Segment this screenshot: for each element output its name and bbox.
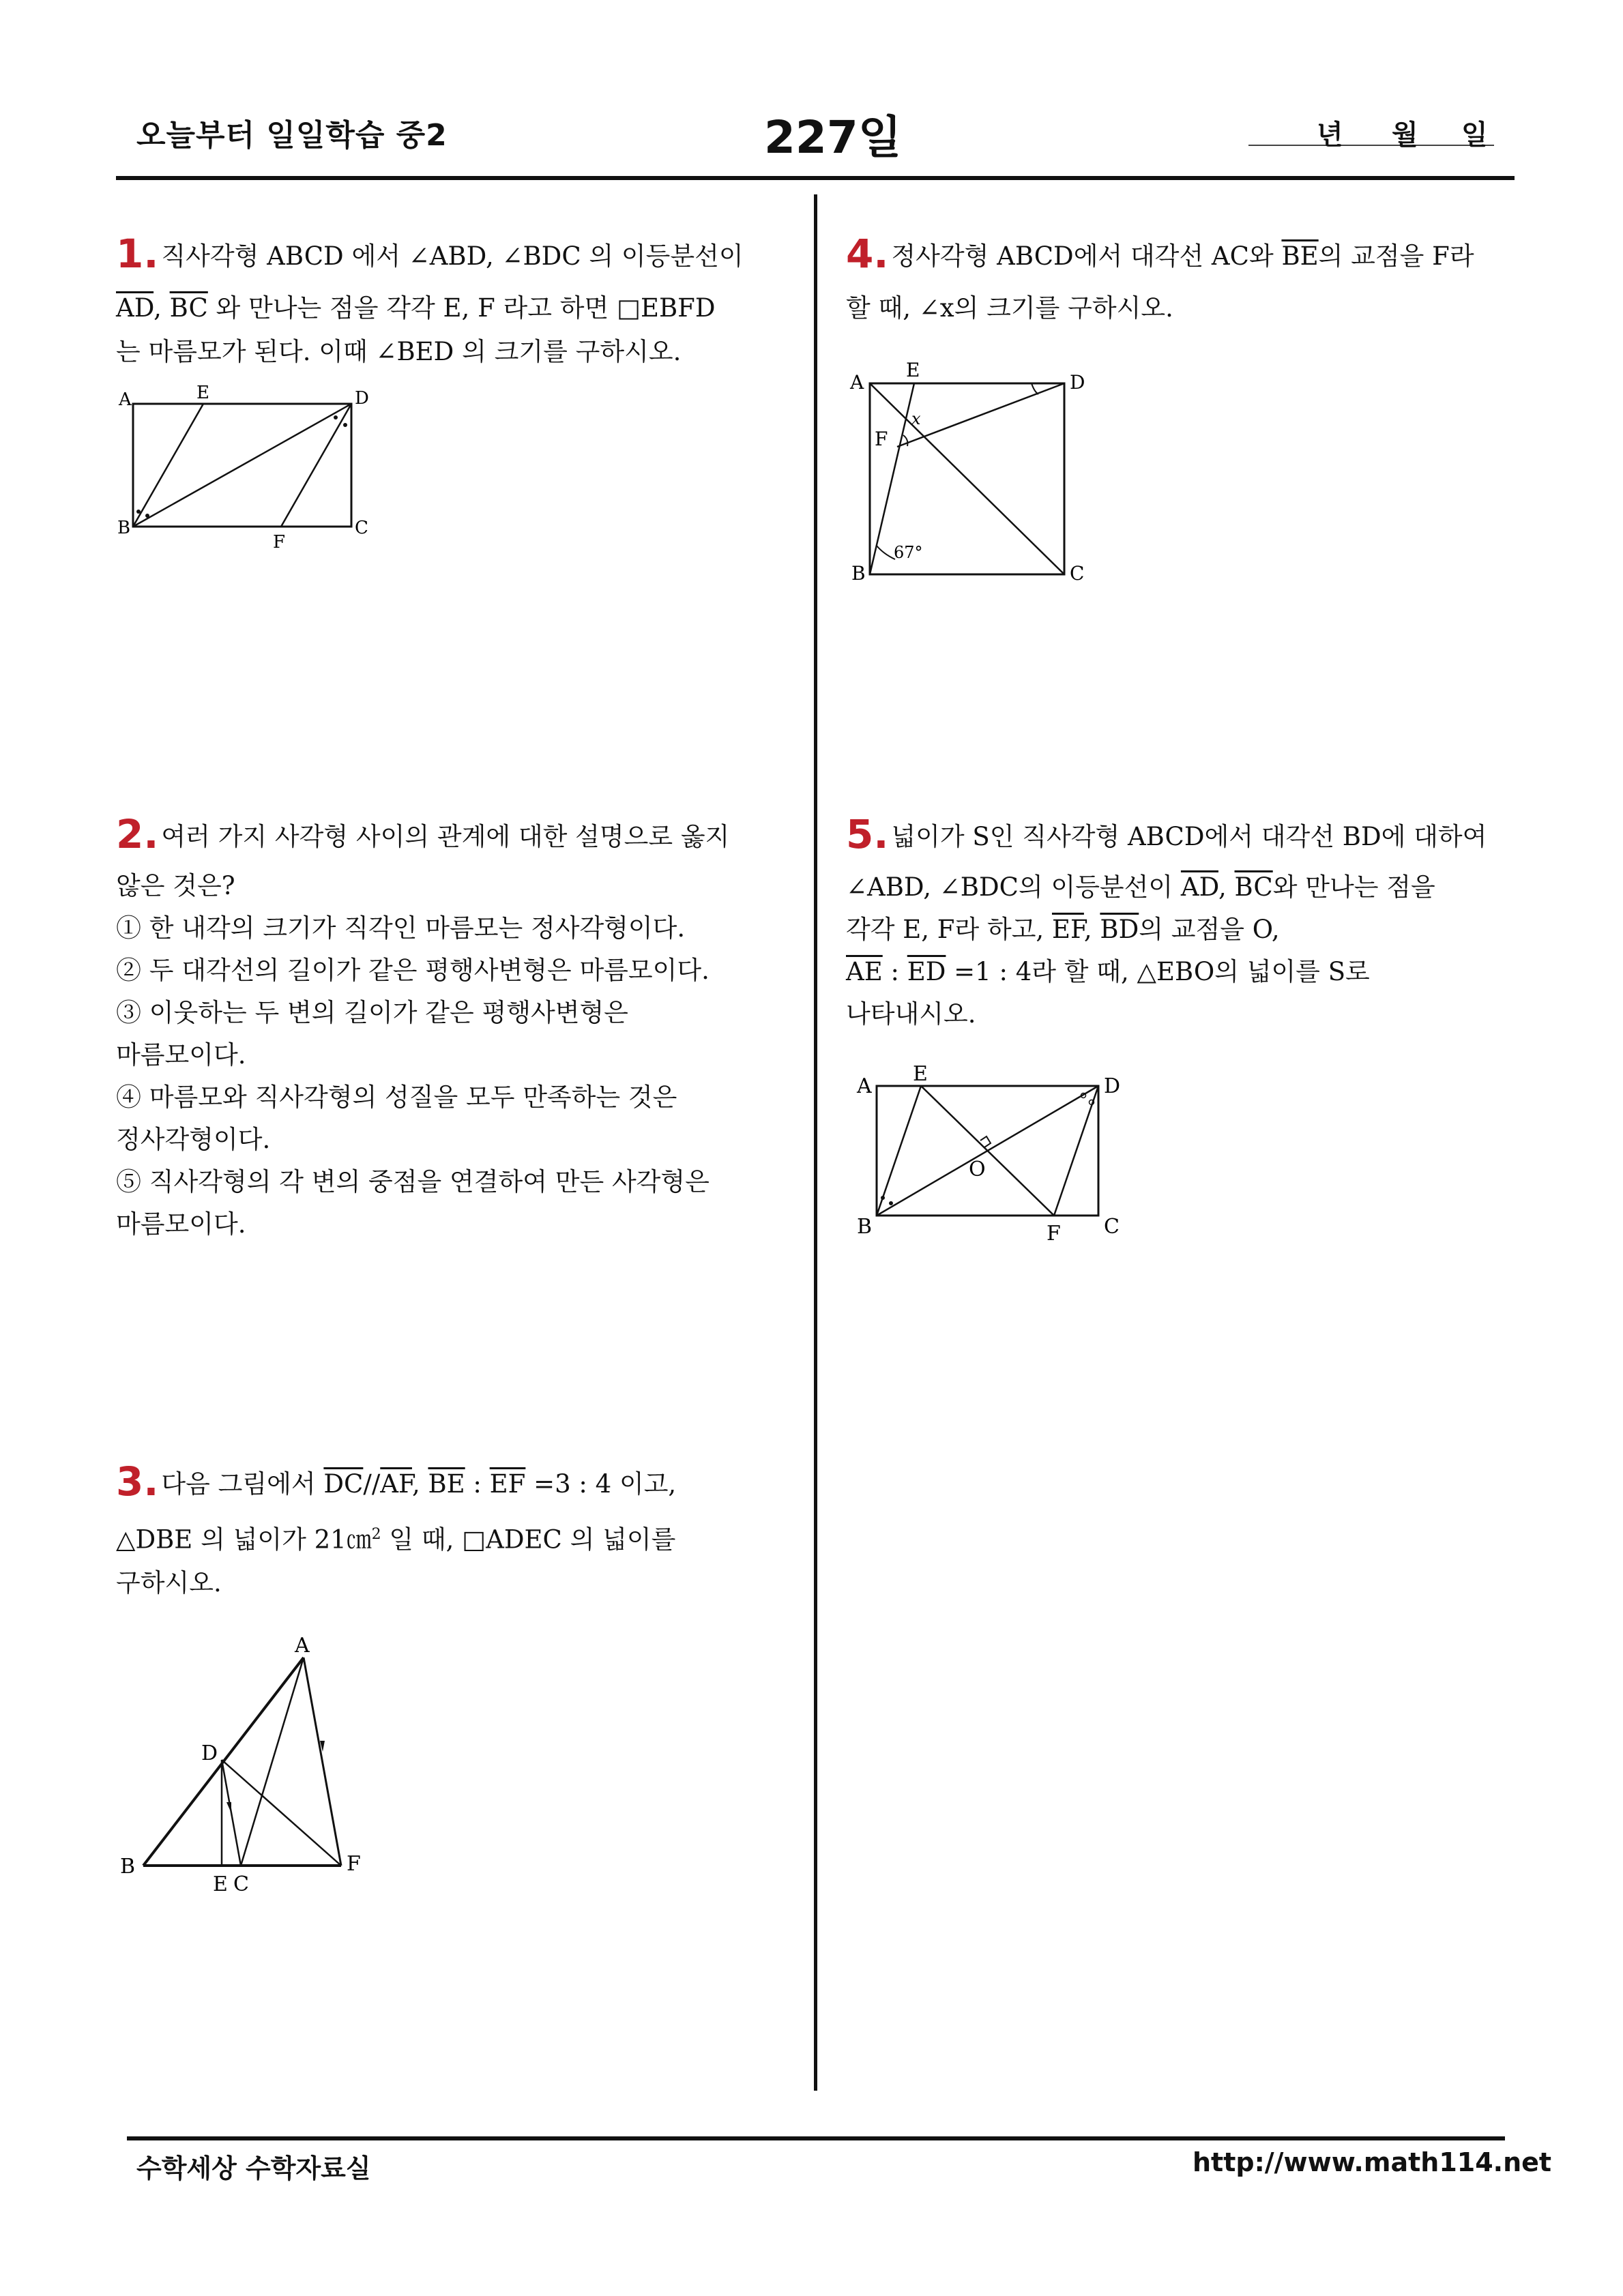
column-divider bbox=[814, 194, 817, 2091]
label-d: D bbox=[355, 388, 369, 409]
angle-d-arc bbox=[1032, 383, 1038, 394]
label-a: A bbox=[119, 389, 132, 410]
label-e: E bbox=[213, 1872, 228, 1896]
angle-mark bbox=[136, 510, 141, 514]
segment-df bbox=[222, 1760, 341, 1866]
label-a: A bbox=[857, 1074, 872, 1098]
label-a: A bbox=[850, 371, 864, 394]
header-title: 오늘부터 일일학습 중2 bbox=[136, 118, 448, 153]
label-c: C bbox=[1104, 1215, 1120, 1239]
diagonal-bd bbox=[133, 404, 351, 527]
separator: , bbox=[1218, 872, 1235, 902]
separator: , bbox=[1083, 915, 1100, 944]
q4-text-line1: 정사각형 ABCD에서 대각선 AC와 bbox=[891, 241, 1282, 271]
segment-af: $\overline{AF}$ bbox=[380, 1469, 412, 1499]
segment-ad: $\overline{AD}$ bbox=[116, 293, 154, 323]
segment-bc: $\overline{BC}$ bbox=[169, 293, 208, 323]
label-angle-67: 67° bbox=[894, 543, 923, 562]
header-rule bbox=[116, 176, 1515, 180]
separator: , bbox=[153, 293, 170, 323]
side-af bbox=[304, 1658, 341, 1866]
angle-mark bbox=[881, 1196, 885, 1200]
q4-text-line1-end: 의 교점을 F라 bbox=[1318, 241, 1474, 271]
q2-option-3: ③ 이웃하는 두 변의 길이가 같은 평행사변형은 bbox=[116, 998, 628, 1027]
date-field bbox=[1248, 109, 1494, 151]
label-c: C bbox=[233, 1872, 249, 1896]
question-number: 5. bbox=[846, 811, 889, 857]
q3-text-line1: 다음 그림에서 bbox=[161, 1469, 324, 1499]
label-x: x bbox=[911, 409, 921, 428]
date-year-label: 년 bbox=[1317, 119, 1343, 151]
q2-option-4-cont: 정사각형이다. bbox=[116, 1125, 271, 1154]
segment-bc: $\overline{BC}$ bbox=[1234, 872, 1273, 902]
q1-text-line3: 는 마름모가 된다. 이때 ∠BED 의 크기를 구하시오. bbox=[116, 337, 682, 366]
q5-text-line4: =1 : 4라 할 때, △EBO의 넓이를 S로 bbox=[946, 957, 1370, 986]
segment-be: $\overline{BE}$ bbox=[428, 1469, 465, 1499]
question-number: 1. bbox=[116, 231, 159, 277]
segment-ef: $\overline{EF}$ bbox=[489, 1469, 526, 1499]
q2-option-2: ② 두 대각선의 길이가 같은 평행사변형은 마름모이다. bbox=[116, 956, 710, 985]
segment-ad: $\overline{AD}$ bbox=[1180, 872, 1218, 902]
label-f: F bbox=[273, 532, 286, 553]
q2-text-line2: 않은 것은? bbox=[116, 871, 235, 900]
angle-mark bbox=[334, 415, 338, 420]
label-c: C bbox=[355, 518, 368, 538]
ratio-colon: : bbox=[465, 1469, 490, 1499]
q5-text-line5: 나타내시오. bbox=[846, 999, 976, 1029]
label-e: E bbox=[196, 383, 209, 403]
q3-text-line2-end: 일 때, □ADEC 의 넓이를 bbox=[381, 1525, 676, 1555]
segment-ef bbox=[921, 1086, 1054, 1216]
q3-figure bbox=[116, 1623, 389, 1896]
angle-mark bbox=[889, 1201, 893, 1205]
question-1 bbox=[116, 232, 785, 374]
parallel-symbol: // bbox=[363, 1469, 381, 1499]
q2-option-5-cont: 마름모이다. bbox=[116, 1209, 246, 1239]
label-b: B bbox=[851, 562, 866, 585]
label-f: F bbox=[1047, 1222, 1061, 1246]
q5-text-line3-end: 의 교점을 O, bbox=[1139, 915, 1280, 944]
q3-text-line1-end: =3 : 4 이고, bbox=[525, 1469, 677, 1499]
label-d: D bbox=[1104, 1074, 1121, 1098]
footer-rule bbox=[127, 2136, 1505, 2140]
q4-figure bbox=[846, 355, 1105, 593]
question-number: 3. bbox=[116, 1458, 159, 1505]
footer-source: 수학세상 수학자료실 bbox=[136, 2153, 371, 2183]
bisector-df bbox=[1054, 1086, 1098, 1216]
q4-text-line2: 할 때, ∠x의 크기를 구하시오. bbox=[846, 293, 1173, 323]
q2-option-3-cont: 마름모이다. bbox=[116, 1040, 246, 1070]
segment-ed: $\overline{ED}$ bbox=[907, 957, 946, 986]
q3-text-line3: 구하시오. bbox=[116, 1568, 222, 1598]
question-number: 4. bbox=[846, 231, 889, 277]
q3-text-line2: △DBE 의 넓이가 21㎝ bbox=[116, 1525, 372, 1555]
bisector-be bbox=[133, 404, 203, 527]
superscript-2: 2 bbox=[371, 1526, 381, 1543]
q2-text-line1: 여러 가지 사각형 사이의 관계에 대한 설명으로 옳지 bbox=[161, 822, 730, 851]
q1-text-line2: 와 만나는 점을 각각 E, F 라고 하면 □EBFD bbox=[207, 293, 716, 323]
segment-bd: $\overline{BD}$ bbox=[1100, 915, 1139, 944]
segment-ae: $\overline{AE}$ bbox=[846, 957, 883, 986]
angle-mark bbox=[343, 423, 347, 427]
question-4 bbox=[846, 232, 1515, 330]
angle-mark bbox=[145, 514, 149, 518]
q5-text-line3: 각각 E, F라 하고, bbox=[846, 915, 1052, 944]
label-b: B bbox=[857, 1215, 873, 1239]
angle-67-arc bbox=[877, 546, 895, 559]
q2-option-5: ⑤ 직사각형의 각 변의 중점을 연결하여 만든 사각형은 bbox=[116, 1167, 710, 1196]
segment-df bbox=[897, 383, 1064, 447]
date-month-label: 월 bbox=[1392, 119, 1418, 151]
label-f: F bbox=[875, 428, 888, 450]
date-day-label: 일 bbox=[1461, 119, 1488, 151]
q5-figure bbox=[846, 1057, 1132, 1262]
label-f: F bbox=[347, 1852, 361, 1876]
q5-text-line2: ∠ABD, ∠BDC의 이등분선이 bbox=[846, 872, 1181, 902]
separator: , bbox=[411, 1469, 428, 1499]
question-3 bbox=[116, 1460, 785, 1605]
label-d: D bbox=[201, 1741, 218, 1765]
q1-figure bbox=[116, 382, 403, 559]
question-2 bbox=[116, 813, 785, 1246]
segment-ef: $\overline{EF}$ bbox=[1051, 915, 1084, 944]
label-o: O bbox=[969, 1158, 986, 1181]
q1-text-line1: 직사각형 ABCD 에서 ∠ABD, ∠BDC 의 이등분선이 bbox=[161, 241, 744, 271]
label-c: C bbox=[1070, 562, 1085, 585]
ratio-colon: : bbox=[882, 957, 907, 986]
footer-url[interactable]: http://www.math114.net bbox=[1193, 2147, 1552, 2177]
question-number: 2. bbox=[116, 811, 159, 857]
label-e: E bbox=[906, 359, 920, 381]
q2-option-4: ④ 마름모와 직사각형의 성질을 모두 만족하는 것은 bbox=[116, 1083, 677, 1112]
q5-text-line2-end: 와 만나는 점을 bbox=[1272, 872, 1435, 902]
day-number-title: 227일 bbox=[764, 111, 902, 164]
question-5 bbox=[846, 813, 1515, 1035]
label-b: B bbox=[117, 518, 131, 538]
label-d: D bbox=[1070, 371, 1085, 394]
q2-option-1: ① 한 내각의 크기가 직각인 마름모는 정사각형이다. bbox=[116, 913, 686, 943]
label-b: B bbox=[120, 1855, 136, 1879]
segment-be: $\overline{BE}$ bbox=[1281, 241, 1319, 271]
q5-text-line1: 넓이가 S인 직사각형 ABCD에서 대각선 BD에 대하여 bbox=[891, 822, 1487, 851]
bisector-df bbox=[281, 404, 351, 527]
label-a: A bbox=[295, 1634, 310, 1658]
label-e: E bbox=[913, 1062, 928, 1086]
segment-ac bbox=[241, 1658, 304, 1866]
segment-dc: $\overline{DC}$ bbox=[323, 1469, 364, 1499]
